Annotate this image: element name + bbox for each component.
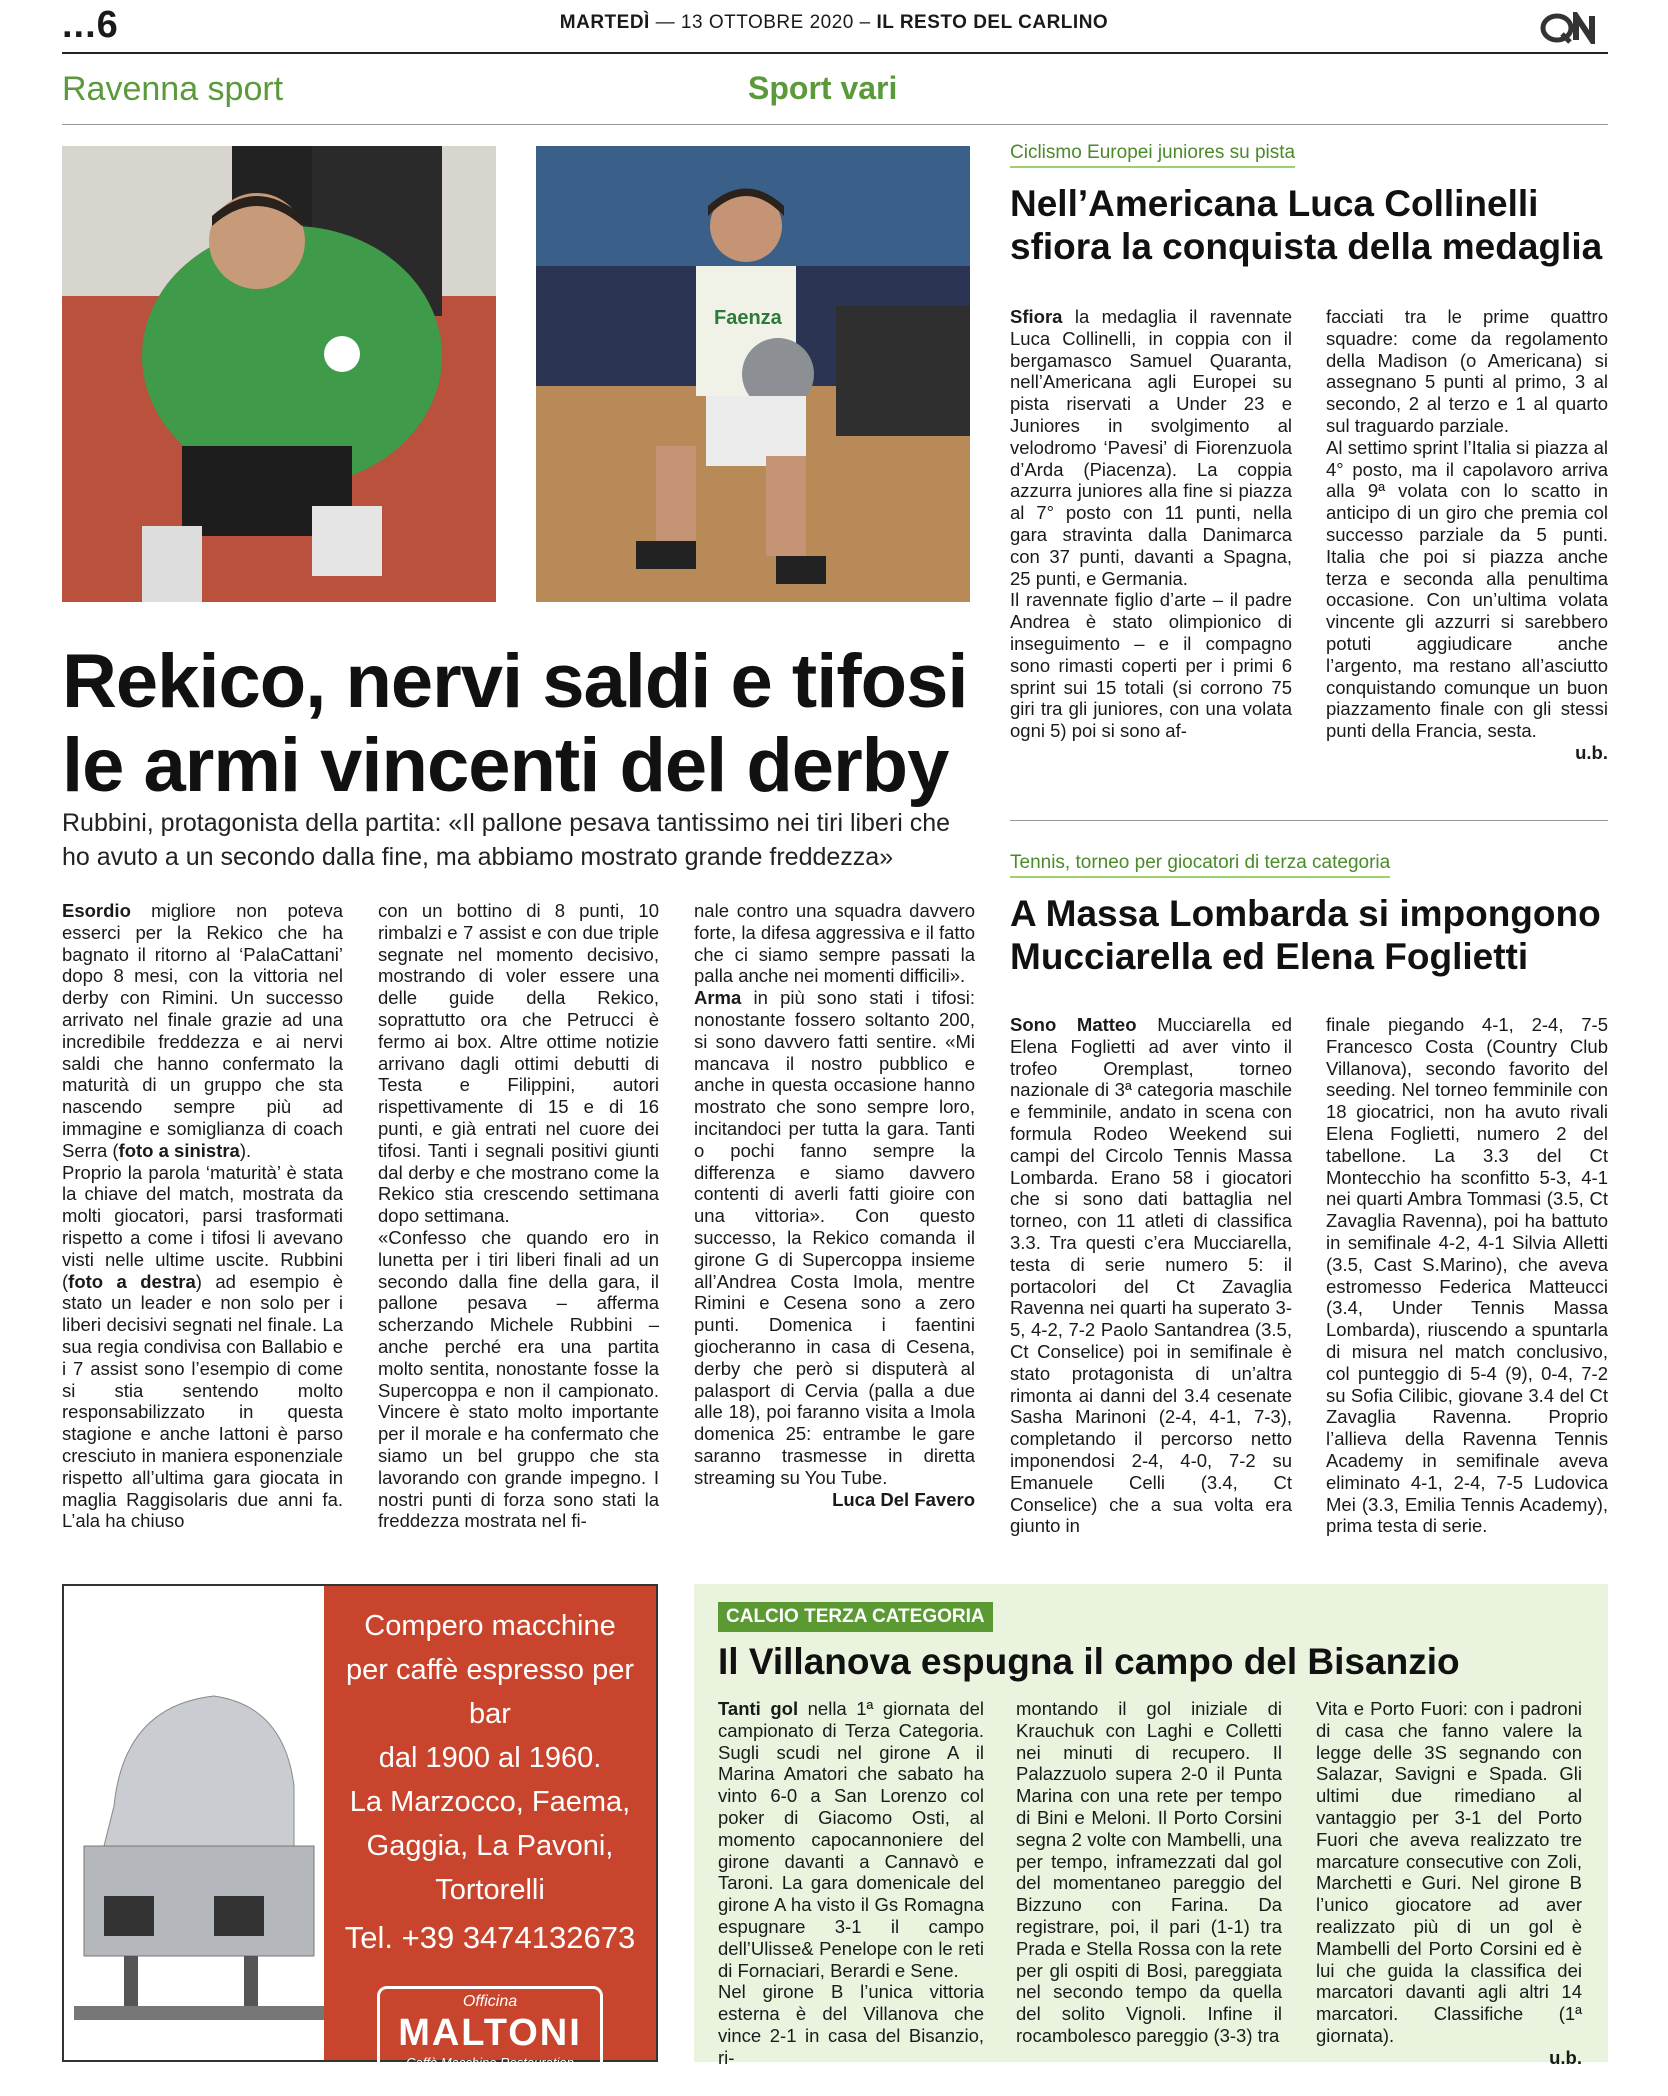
qn-logo-icon [1540, 12, 1602, 44]
football-box [694, 1584, 1608, 2068]
newspaper-name: IL RESTO DEL CARLINO [876, 12, 1109, 33]
article-column-3: nale contro una squadra davvero forte, la difesa aggressiva e il fatto che ci siamo sempre passati la palla anche nei momenti difficili». Arma in più sono stati i tifosi: nonostante fossero soltanto 200, si sono davvero fatti sentire. «Mi mancava il nostro pubblico e anche in questa occasione hanno mostrato che sono sempre loro, incitandoci per tutta la gara. Tanti o pochi fanno sempre la differenza e siamo davvero contenti di averli fatti gioire con una vittoria». Con questo successo, la Rekico comanda il girone G di Supercoppa insieme all’Andrea Costa Imola, mentre Rimini e Cesena sono a zero punti. Domenica i faentini giocheranno in casa di Cesena, derby che però si disputerà al palasport di Cervia (palla a due alle 18), poi faranno visita a Imola domenica 25: entrambe le gare saranno trasmesse in diretta streaming su You Tube. Luca Del Favero [694, 900, 975, 1510]
main-headline: Rekico, nervi saldi e tifosi le armi vincenti del derby [62, 639, 968, 808]
ad-text-panel: Compero macchine per caffè espresso per bar dal 1900 al 1960. La Marzocco, Faema, Gaggia, La Pavoni, Tortorelli Tel. +39 3474132673 Officina MALTONI Caffè Macchine Restauration [324, 1586, 656, 2060]
masthead-line: MARTEDÌ — 13 OTTOBRE 2020 – IL RESTO DEL CARLINO [559, 12, 1109, 33]
cycling-column-1: Sfiora la medaglia il ravennate Luca Collinelli, in coppia con il bergamasco Samuel Quaranta, nell’Americana agli Europei su pista riservati a Under 23 e Juniores in svolgimento al velodromo ‘Pavesi’ di Fiorenzuola d’Arda (Piacenza). La coppia azzurra juniores alla fine si piazza al 7° posto con 11 punti, nella gara stravinta dalla Danimarca con 37 punti, davanti a Spagna, 25 punti, e Germania. Il ravennate figlio d’arte – il padre Andrea è stato olimpionico di inseguimento – e il compagno sono rimasti coperti per i primi 6 sprint sui 15 totali (si corrono 75 giri tra gli juniores, con una volata ogni 5) poi si sono af- [1010, 306, 1292, 742]
cycling-divider [1010, 820, 1608, 821]
football-signature: u.b. [1549, 2046, 1582, 2068]
section-label: Ravenna sport [62, 70, 284, 108]
ad-phone: Tel. +39 3474132673 [344, 1920, 636, 1955]
header-rule [62, 52, 1608, 54]
cycling-column-2: facciati tra le prime quattro squadre: come da regolamento della Madison (o Americana) si assegnano 5 punti al primo, 3 al secondo, 2 al terzo e 1 al quarto sul traguardo parziale. Al settimo sprint l’Italia si piazza al 4° posto, ma il capolavoro arriva alla 9ª volata con lo scatto in anticipo di un giro che premia col successo parziale da 5 punti. Italia che poi si piazza anche terza e seconda alla penultima occasione. Con un’ultima volata vincente gli azzurri si sarebbero potuti aggiudicare anche l’argento, ma restano all’asciutto conquistando comunque un buon piazzamento finale con gli stessi punti della Francia, sesta. u.b. [1326, 306, 1608, 763]
issue-day: MARTEDÌ [559, 12, 650, 33]
tennis-title: A Massa Lombarda si impongono Mucciarella ed Elena Foglietti [1010, 893, 1601, 977]
jersey-text: Faenza [714, 307, 782, 329]
football-column-2: montando il gol iniziale di Krauchuk con Laghi e Colletti nei minuti di recupero. Il Palazzuolo supera 2-0 il Punta Marina con una rete per tempo di Bini e Meloni. Il Porto Corsini segna 2 volte con Mambelli, una per tempo, inframezzati dal gol del momentaneo pareggio del Bizzuno con Farina. Da registrare, poi, il pari (1-1) tra Prada e Stella Rossa con la rete per gli ospiti di Bosi, pareggiata nel secondo tempo da quella del solito Vignoli. Infine il rocambolesco pareggio (3-3) tra [1016, 1698, 1282, 2046]
cycling-signature: u.b. [1575, 741, 1608, 763]
article-column-2: con un bottino di 8 punti, 10 rimbalzi e 7 assist e con due triple segnate nel momento decisivo, mostrando di voler essere una delle guide della Rekico, soprattutto ora che Petrucci è fermo ai box. Altre ottime notizie arrivano dagli ottimi debutti di Testa e Filippini, autori rispettivamente di 15 e di 16 punti, e già entrati nel cuore dei tifosi. Tanti i segnali positivi giunti dal derby e che mostrano come la Rekico stia crescendo settimana dopo settimana. «Confesso che quando ero in lunetta per i tiri liberi finali ad un secondo dalla fine della gara, il pallone pesava – afferma scherzando Michele Rubbini – anche perché era una partita molto sentita, nonostante fosse la Supercoppa e non il campionato. Vincere è stato molto importante per il morale e ha confermato che siamo un bel gruppo che sta lavorando con grande impegno. I nostri punti di forza sono stati la freddezza mostrata nel fi- [378, 900, 659, 1532]
section-rule [62, 124, 1608, 125]
player-photo [536, 146, 970, 602]
cycling-kicker: Ciclismo Europei juniores su pista [1010, 142, 1295, 168]
football-column-3: Vita e Porto Fuori: con i padroni di casa che fanno valere la legge delle 3S segnando con Salazar, Savigni e Spada. Gli ultimi due rimediano al vantaggio per 3-1 del Porto Fuori che aveva realizzato tre marcature consecutive con Zoli, Marchetti e Guri. Nel girone B l’unico giocatore ad aver realizzato più di un gol è Mambelli del Porto Corsini ed è lui che guida la classifica dei marcatori davanti agli altri 14 marcatori. Classifiche (1ª giornata). u.b. [1316, 1698, 1582, 2068]
section-title: Sport vari [748, 70, 898, 106]
article-signature: Luca Del Favero [832, 1488, 975, 1510]
football-column-1: Tanti gol nella 1ª giornata del campionato di Terza Categoria. Sugli scudi nel girone A il Marina Amatori che sabato ha vinto 6-0 a San Lorenzo col poker di Giacomo Osti, al momento capocannoniere del girone davanti a Cannavò e Taroni. La gara domenicale del girone A ha visto il Gs Romagna espugnare 3-1 il campo dell’Ulisse& Penelope con le reti di Fornaciari, Berardi e Sene. Nel girone B l’unica vittoria esterna è del Villanova che vince 2-1 in casa del Bisanzio, ri- [718, 1698, 984, 2068]
tennis-column-2: finale piegando 4-1, 2-4, 7-5 Francesco Costa (Country Club Villanova), secondo favorito del seeding. Nel torneo femminile con 18 giocatrici, non ha avuto rivali Elena Foglietti, numero 2 del tabellone. La 3.3 del Ct Montecchio ha sconfitto 5-3, 4-1 nei quarti Ambra Tommasi (3.5, Ct Zavaglia Ravenna), poi ha battuto in semifinale 4-2, 4-1 Silvia Alletti (3.5, Cast S.Marino), che aveva estromesso Federica Matteucci (3.4, Under Tennis Massa Lombarda), riuscendo a spuntarla di misura nel match conclusivo, col punteggio di 5-4 (9), 0-4, 7-2 su Sofia Cilibic, giovane 3.4 del Ct Zavaglia Ravenna. Proprio l’allieva della Ravenna Tennis Academy in semifinale aveva eliminato 4-1, 2-4, 7-5 Ludovica Mei (3.3, Emilia Tennis Academy), prima testa di serie. [1326, 1014, 1608, 1537]
issue-date: 13 OTTOBRE 2020 [680, 12, 854, 33]
football-kicker: CALCIO TERZA CATEGORIA [718, 1602, 993, 1632]
cycling-title: Nell’Americana Luca Collinelli sfiora la conquista della medaglia [1010, 183, 1603, 267]
coffee-machine-ad [62, 1584, 658, 2070]
tennis-column-1: Sono Matteo Mucciarella ed Elena Foglietti ad aver vinto il trofeo Oremplast, torneo nazionale di 3ª categoria maschile e femminile, andato in scena con formula Rodeo Weekend sui campi del Circolo Tennis Massa Lombarda. Erano 58 i giocatori che si sono dati battaglia nel torneo, con 11 atleti di classifica 3.3. Tra questi c’era Mucciarella, testa di serie numero 5: il portacolori del Ct Zavaglia Ravenna nei quarti ha superato 3-5, 4-2, 7-2 Paolo Santandrea (3.5, Ct Conselice) poi in semifinale è stato protagonista di un’altra rimonta ai danni del 3.4 cesenate Sasha Marinoni (2-4, 4-1, 7-3), completando il percorso netto imponendosi 2-4, 4-0, 7-2 su Emanuele Celli (3.4, Ct Conselice) che a sua volta era giunto in [1010, 1014, 1292, 1537]
ad-machine-image [64, 1586, 324, 2060]
page-number: ...6 [62, 4, 119, 46]
article-column-1: Esordio migliore non poteva esserci per la Rekico che ha bagnato il ritorno al ‘PalaCattani’ dopo 8 mesi, con la vittoria nel derby con Rimini. Un successo arrivato nel finale grazie ad una incredibile freddezza e ai nervi saldi che hanno confermato la maturità di un gruppo che sta nascendo sempre più ad immagine e somiglianza di coach Serra (foto a sinistra). Proprio la parola ‘maturità’ è stata la chiave del match, mostrata da molti giocatori, parsi trasformati rispetto a come i tifosi li avevano visti nelle ultime uscite. Rubbini (foto a destra) ad esempio è stato un leader e non solo per i liberi decisivi segnati nel finale. La sua regia condivisa con Ballabio e i 7 assist sono l’esempio di come si stia sentendo molto responsabilizzato in questa stagione e anche Iattoni è parso cresciuto in maniera esponenziale rispetto all’ultima gara giocata in maglia Raggisolaris due anni fa. L’ala ha chiuso [62, 900, 343, 1532]
qn-logo [1540, 12, 1602, 44]
main-subheadline: Rubbini, protagonista della partita: «Il pallone pesava tantissimo nei tiri liberi che ho avuto a un secondo dalla fine, ma abbiamo mostrato grande freddezza» [62, 809, 951, 871]
coach-photo [62, 146, 496, 602]
football-title: Il Villanova espugna il campo del Bisanzio [718, 1641, 1460, 1682]
tennis-kicker: Tennis, torneo per giocatori di terza categoria [1010, 852, 1390, 878]
maltoni-logo: Officina MALTONI Caffè Macchine Restauration [377, 1986, 603, 2096]
